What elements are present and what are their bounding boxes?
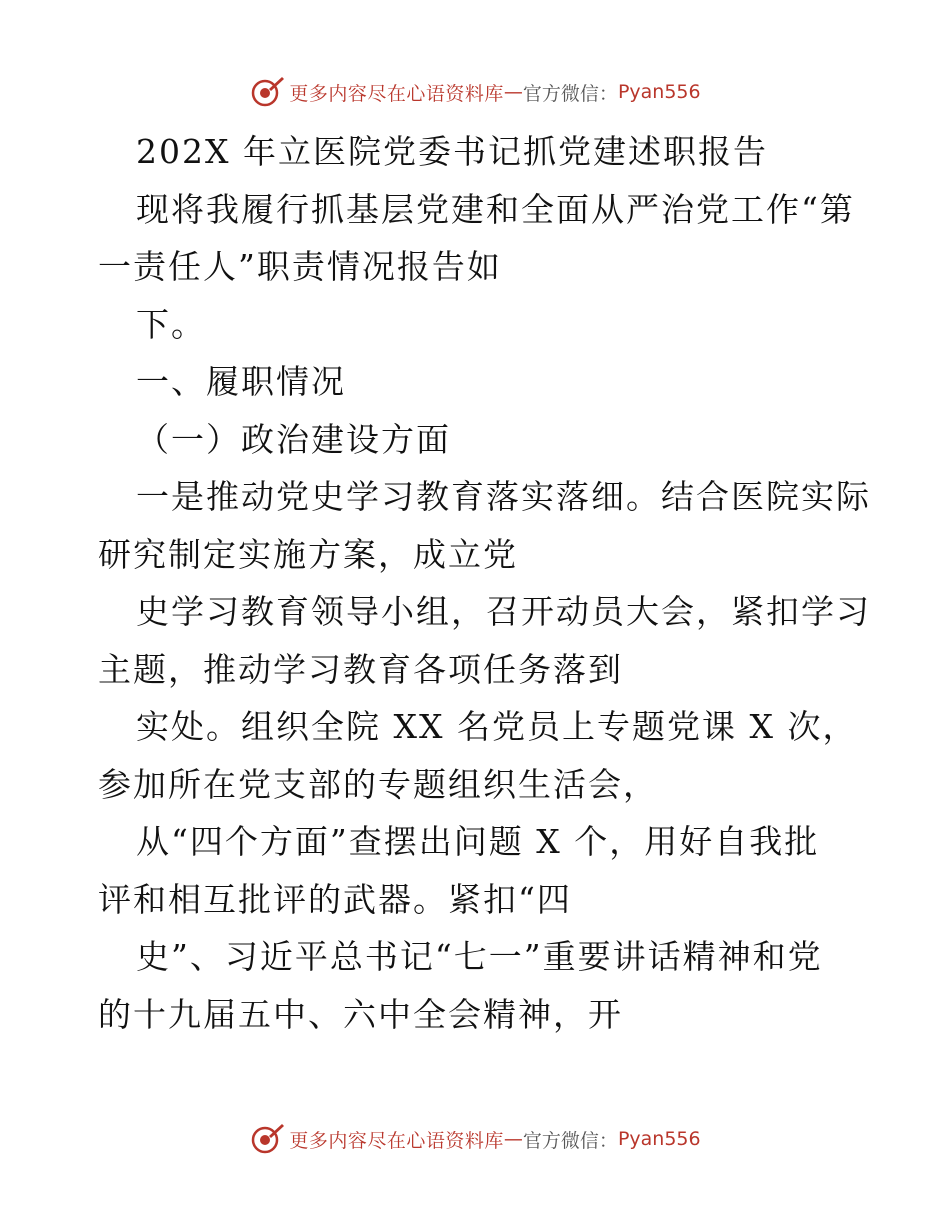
text-line: 一是推动党史学习教育落实落细。结合医院实际 xyxy=(136,477,871,516)
text-line: 下。 xyxy=(136,304,206,344)
text-line: 评和相互批评的武器。紧扣“四 xyxy=(98,879,572,919)
text-line: 研究制定实施方案，成立党 xyxy=(98,534,518,574)
text-line: 主题，推动学习教育各项任务落到 xyxy=(98,649,623,689)
text-line: 一责任人”职责情况报告如 xyxy=(98,247,502,286)
watermark-id: Pyan556 xyxy=(617,1128,701,1150)
watermark-sub: 官方微信： xyxy=(522,1129,618,1152)
watermark-id: Pyan556 xyxy=(617,81,701,103)
watermark-separator: — xyxy=(503,1128,523,1150)
watermark-text: 更多内容尽在心语资料库 xyxy=(289,82,504,105)
text-line: 史”、习近平总书记“七一”重要讲话精神和党 xyxy=(136,937,823,976)
watermark-text: 更多内容尽在心语资料库 xyxy=(289,1129,504,1152)
document-body xyxy=(98,123,898,1043)
text-line: 参加所在党支部的专题组织生活会， xyxy=(98,764,658,804)
watermark-header xyxy=(0,70,950,114)
text-line: 现将我履行抓基层党建和全面从严治党工作“第 xyxy=(136,189,855,229)
watermark-footer xyxy=(0,1117,950,1161)
text-line: 史学习教育领导小组，召开动员大会，紧扣学习 xyxy=(136,592,871,631)
document-title: 202X 年立医院党委书记抓党建述职报告 xyxy=(136,132,768,171)
text-line: 实处。组织全院 XX 名党员上专题党课 X 次， xyxy=(136,707,858,746)
text-line: 从“四个方面”查摆出问题 X 个，用好自我批 xyxy=(136,822,820,861)
pen-logo-icon xyxy=(249,74,285,110)
text-line: 的十九届五中、六中全会精神，开 xyxy=(98,994,623,1034)
pen-logo-icon xyxy=(249,1121,285,1157)
watermark-separator: — xyxy=(503,81,523,103)
text-line: （一）政治建设方面 xyxy=(136,419,451,459)
watermark-sub: 官方微信： xyxy=(522,82,618,105)
text-line: 一、履职情况 xyxy=(136,362,346,401)
